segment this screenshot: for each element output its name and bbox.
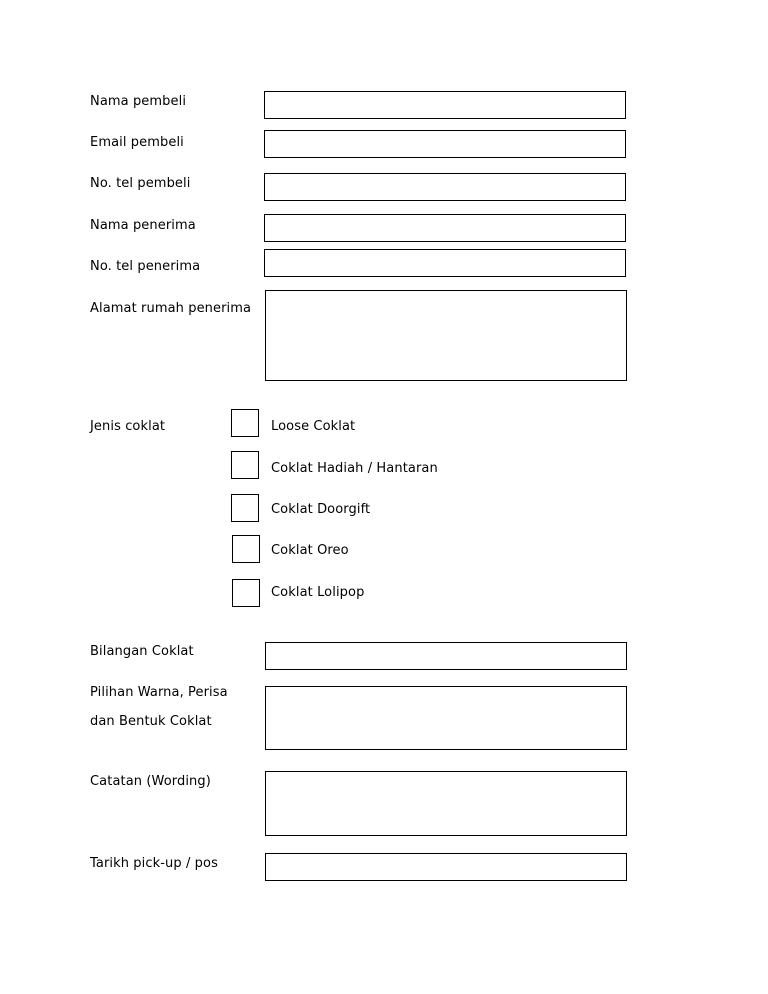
pilihan-textarea[interactable] (265, 686, 627, 750)
nama-penerima-input[interactable] (264, 214, 626, 242)
pilihan-label-line1: Pilihan Warna, Perisa (90, 685, 228, 700)
tarikh-input[interactable] (265, 853, 627, 881)
alamat-textarea[interactable] (265, 290, 627, 381)
option-label-coklat-oreo: Coklat Oreo (271, 543, 349, 558)
email-pembeli-input[interactable] (264, 130, 626, 158)
catatan-textarea[interactable] (265, 771, 627, 836)
tarikh-label: Tarikh pick-up / pos (90, 856, 218, 871)
checkbox-coklat-oreo[interactable] (232, 535, 260, 563)
checkbox-coklat-hadiah[interactable] (231, 451, 259, 479)
checkbox-loose-coklat[interactable] (231, 409, 259, 437)
tel-penerima-label: No. tel penerima (90, 259, 201, 274)
tel-pembeli-input[interactable] (264, 173, 626, 201)
bilangan-label: Bilangan Coklat (90, 644, 194, 659)
alamat-label: Alamat rumah penerima (90, 301, 252, 316)
option-label-loose-coklat: Loose Coklat (271, 419, 356, 434)
checkbox-coklat-doorgift[interactable] (231, 494, 259, 522)
tel-pembeli-label: No. tel pembeli (90, 176, 191, 191)
nama-pembeli-input[interactable] (264, 91, 626, 119)
option-label-coklat-hadiah: Coklat Hadiah / Hantaran (271, 461, 438, 476)
option-label-coklat-lolipop: Coklat Lolipop (271, 585, 365, 600)
option-label-coklat-doorgift: Coklat Doorgift (271, 502, 371, 517)
nama-penerima-label: Nama penerima (90, 218, 196, 233)
nama-pembeli-label: Nama pembeli (90, 94, 187, 109)
pilihan-label-line2: dan Bentuk Coklat (90, 714, 212, 729)
tel-penerima-input[interactable] (264, 249, 626, 277)
checkbox-coklat-lolipop[interactable] (232, 579, 260, 607)
catatan-label: Catatan (Wording) (90, 774, 211, 789)
email-pembeli-label: Email pembeli (90, 135, 184, 150)
bilangan-input[interactable] (265, 642, 627, 670)
jenis-coklat-label: Jenis coklat (90, 419, 166, 434)
